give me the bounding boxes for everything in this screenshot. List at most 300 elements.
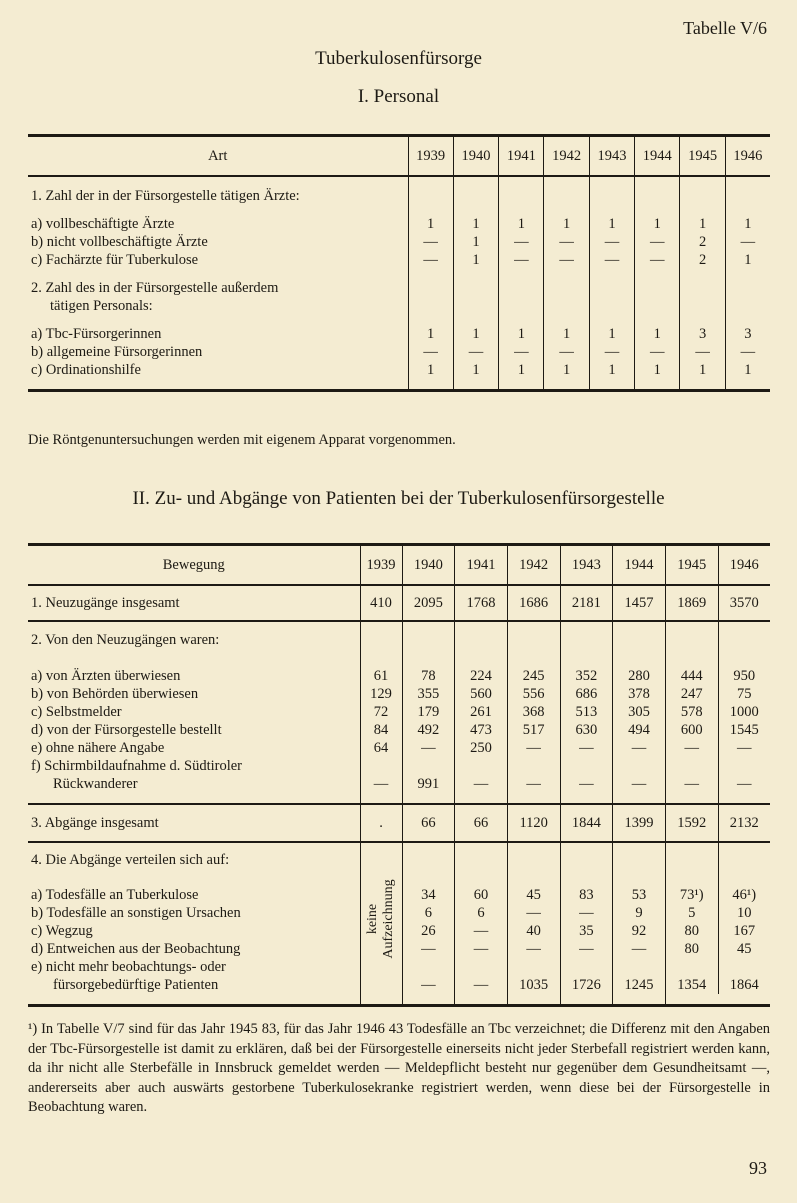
empty-cell xyxy=(453,279,498,297)
spacer-cell xyxy=(402,876,455,886)
spacer-cell xyxy=(725,379,770,391)
empty-cell xyxy=(665,621,718,657)
value-cell: — xyxy=(560,940,613,958)
value-cell: 1592 xyxy=(665,804,718,842)
value-cell: 9 xyxy=(613,904,666,922)
empty-cell xyxy=(408,187,453,205)
spacer-cell xyxy=(408,379,453,391)
empty-cell xyxy=(499,187,544,205)
row-label: a) Tbc-Fürsorgerinnen xyxy=(31,326,162,342)
spacer-cell xyxy=(499,205,544,215)
value-cell: 10 xyxy=(718,904,770,922)
value-cell: 1 xyxy=(408,361,453,379)
value-cell: — xyxy=(635,251,680,269)
value-cell: 1399 xyxy=(613,804,666,842)
spacer-cell xyxy=(499,379,544,391)
empty-cell xyxy=(455,621,508,657)
column-header-year: 1945 xyxy=(665,545,718,586)
spacer-cell xyxy=(455,876,508,886)
table-header-row xyxy=(28,136,770,177)
table-row xyxy=(28,205,770,215)
table-row xyxy=(28,315,770,325)
spacer-cell xyxy=(680,176,725,187)
value-cell: — xyxy=(589,343,634,361)
value-cell: — xyxy=(408,343,453,361)
empty-cell xyxy=(725,297,770,315)
empty-cell xyxy=(544,279,589,297)
value-cell: 1 xyxy=(453,251,498,269)
value-cell: 1035 xyxy=(507,976,560,994)
row-label: e) ohne nähere Angabe xyxy=(31,740,165,756)
value-cell: 129 xyxy=(360,685,402,703)
row-label: c) Selbstmelder xyxy=(31,704,122,720)
spacer-cell xyxy=(680,379,725,391)
value-cell: 261 xyxy=(455,703,508,721)
spacer-cell xyxy=(635,269,680,279)
empty-cell xyxy=(665,958,718,976)
empty-cell xyxy=(718,621,770,657)
value-cell: 444 xyxy=(665,667,718,685)
value-cell: 1120 xyxy=(507,804,560,842)
empty-cell xyxy=(360,621,402,657)
xray-note: Die Röntgenuntersuchungen werden mit eigenem Apparat vorgenommen. xyxy=(28,432,456,448)
spacer-cell xyxy=(725,269,770,279)
value-cell: 1545 xyxy=(718,721,770,739)
value-cell: — xyxy=(680,343,725,361)
group-title: 2. Von den Neuzugängen waren: xyxy=(31,631,220,648)
value-cell: 1 xyxy=(725,215,770,233)
value-cell: — xyxy=(360,775,402,793)
value-cell: 1768 xyxy=(455,585,508,621)
value-cell: 1 xyxy=(635,215,680,233)
table-row xyxy=(28,279,770,297)
value-cell: — xyxy=(665,739,718,757)
spacer-cell xyxy=(408,315,453,325)
value-cell: 378 xyxy=(613,685,666,703)
value-cell: 1 xyxy=(544,215,589,233)
group-title: 1. Zahl der in der Fürsorgestelle tätigen Ärzte: xyxy=(31,188,300,204)
spacer-cell xyxy=(402,793,455,804)
table-row xyxy=(28,251,770,269)
row-label: d) von der Fürsorgestelle bestellt xyxy=(31,722,222,738)
table-row xyxy=(28,621,770,657)
row-label: b) nicht vollbeschäftigte Ärzte xyxy=(31,234,208,250)
value-cell: 578 xyxy=(665,703,718,721)
column-header-year: 1941 xyxy=(499,136,544,177)
table-header-row xyxy=(28,545,770,586)
row-label: c) Ordinationshilfe xyxy=(31,362,141,378)
value-cell: 1 xyxy=(499,361,544,379)
spacer-cell xyxy=(507,994,560,1006)
spacer-cell xyxy=(455,793,508,804)
value-cell: — xyxy=(402,739,455,757)
section-heading-personal: I. Personal xyxy=(357,86,440,107)
empty-cell xyxy=(665,757,718,775)
value-cell: 1 xyxy=(589,325,634,343)
spacer-cell xyxy=(718,793,770,804)
row-label: e) nicht mehr beobachtungs- oder xyxy=(31,959,226,975)
empty-cell xyxy=(402,958,455,976)
patient-movement-table xyxy=(28,543,770,1007)
value-cell: — xyxy=(499,233,544,251)
value-cell: — xyxy=(718,775,770,793)
empty-cell xyxy=(453,187,498,205)
value-cell: 53 xyxy=(613,886,666,904)
no-record-note-line: keine xyxy=(365,903,380,934)
column-header-year: 1946 xyxy=(725,136,770,177)
value-cell: 560 xyxy=(455,685,508,703)
table-row xyxy=(28,703,770,721)
empty-cell xyxy=(589,187,634,205)
empty-cell xyxy=(560,958,613,976)
value-cell: 1 xyxy=(544,325,589,343)
value-cell: 1354 xyxy=(665,976,718,994)
value-cell: 280 xyxy=(613,667,666,685)
empty-cell xyxy=(455,757,508,775)
value-cell: 513 xyxy=(560,703,613,721)
row-label: f) Schirmbildaufnahme d. Südtiroler xyxy=(31,758,243,774)
table-row xyxy=(28,343,770,361)
spacer-cell xyxy=(665,793,718,804)
spacer-cell xyxy=(635,315,680,325)
value-cell: — xyxy=(589,251,634,269)
spacer-cell xyxy=(499,269,544,279)
value-cell: 1 xyxy=(635,325,680,343)
value-cell: 73¹) xyxy=(665,886,718,904)
value-cell: 1 xyxy=(589,361,634,379)
table-row xyxy=(28,721,770,739)
value-cell: 84 xyxy=(360,721,402,739)
spacer-cell xyxy=(613,994,666,1006)
spacer-cell xyxy=(408,205,453,215)
spacer-cell xyxy=(680,269,725,279)
column-header-year: 1944 xyxy=(635,136,680,177)
value-cell: 492 xyxy=(402,721,455,739)
value-cell: 2181 xyxy=(560,585,613,621)
column-header-year: 1942 xyxy=(507,545,560,586)
table-row xyxy=(28,739,770,757)
spacer-cell xyxy=(589,315,634,325)
column-header-year: 1946 xyxy=(718,545,770,586)
group-title: 2. Zahl des in der Fürsorgestelle außerdem xyxy=(31,280,279,296)
spacer-cell xyxy=(680,315,725,325)
value-cell: 179 xyxy=(402,703,455,721)
empty-cell xyxy=(453,297,498,315)
value-cell: 1 xyxy=(408,215,453,233)
value-cell: — xyxy=(718,739,770,757)
table-row xyxy=(28,775,770,793)
value-cell: 494 xyxy=(613,721,666,739)
empty-cell xyxy=(507,958,560,976)
table-row xyxy=(28,793,770,804)
spacer-cell xyxy=(544,269,589,279)
table-row xyxy=(28,994,770,1006)
spacer-cell xyxy=(453,205,498,215)
spacer-cell xyxy=(499,176,544,187)
row-label: d) Entweichen aus der Beobachtung xyxy=(31,941,241,957)
value-cell: 60 xyxy=(455,886,508,904)
spacer-cell xyxy=(453,176,498,187)
value-cell: 517 xyxy=(507,721,560,739)
empty-cell xyxy=(402,842,455,876)
spacer-cell xyxy=(28,176,408,187)
value-cell: 66 xyxy=(455,804,508,842)
value-cell: 355 xyxy=(402,685,455,703)
table-row xyxy=(28,233,770,251)
table-row xyxy=(28,176,770,187)
empty-cell xyxy=(408,297,453,315)
value-cell: 1869 xyxy=(665,585,718,621)
spacer-cell xyxy=(718,876,770,886)
value-cell: — xyxy=(455,922,508,940)
spacer-cell xyxy=(635,176,680,187)
spacer-cell xyxy=(360,994,402,1006)
personal-table xyxy=(28,134,770,392)
spacer-cell xyxy=(635,205,680,215)
empty-cell xyxy=(718,958,770,976)
table-row xyxy=(28,667,770,685)
spacer-cell xyxy=(360,657,402,667)
value-cell: — xyxy=(560,904,613,922)
column-header-year: 1945 xyxy=(680,136,725,177)
value-cell: — xyxy=(455,976,508,994)
value-cell: 245 xyxy=(507,667,560,685)
empty-cell xyxy=(635,279,680,297)
spacer-cell xyxy=(507,657,560,667)
table-row xyxy=(28,585,770,621)
spacer-cell xyxy=(402,657,455,667)
value-cell: 5 xyxy=(665,904,718,922)
value-cell: — xyxy=(725,343,770,361)
value-cell: — xyxy=(613,775,666,793)
empty-cell xyxy=(560,842,613,876)
no-record-cell xyxy=(360,842,402,994)
row-label: c) Fachärzte für Tuberkulose xyxy=(31,252,199,268)
value-cell: 410 xyxy=(360,585,402,621)
spacer-cell xyxy=(507,793,560,804)
row-label: b) allgemeine Fürsorgerinnen xyxy=(31,344,203,360)
value-cell: 6 xyxy=(455,904,508,922)
value-cell: — xyxy=(560,775,613,793)
value-cell: 2132 xyxy=(718,804,770,842)
spacer-cell xyxy=(725,176,770,187)
empty-cell xyxy=(613,621,666,657)
value-cell: — xyxy=(408,233,453,251)
spacer-cell xyxy=(665,994,718,1006)
spacer-cell xyxy=(402,994,455,1006)
value-cell: — xyxy=(665,775,718,793)
spacer-cell xyxy=(360,793,402,804)
value-cell: 2095 xyxy=(402,585,455,621)
spacer-cell xyxy=(453,269,498,279)
value-cell: 3 xyxy=(680,325,725,343)
value-cell: 34 xyxy=(402,886,455,904)
column-header-year: 1944 xyxy=(613,545,666,586)
row-label: a) Todesfälle an Tuberkulose xyxy=(31,887,199,903)
value-cell: 1 xyxy=(453,215,498,233)
value-cell: — xyxy=(725,233,770,251)
value-cell: 1 xyxy=(680,215,725,233)
value-cell: 1 xyxy=(725,251,770,269)
value-cell: 3 xyxy=(725,325,770,343)
value-cell: — xyxy=(589,233,634,251)
spacer-cell xyxy=(453,315,498,325)
value-cell: 950 xyxy=(718,667,770,685)
value-cell: 686 xyxy=(560,685,613,703)
spacer-cell xyxy=(589,205,634,215)
table-row xyxy=(28,269,770,279)
empty-cell xyxy=(635,297,680,315)
value-cell: — xyxy=(635,233,680,251)
value-cell: 1 xyxy=(499,325,544,343)
value-cell: — xyxy=(544,233,589,251)
empty-cell xyxy=(589,279,634,297)
value-cell: 64 xyxy=(360,739,402,757)
value-cell: 352 xyxy=(560,667,613,685)
spacer-cell xyxy=(613,793,666,804)
value-cell: 40 xyxy=(507,922,560,940)
value-cell: — xyxy=(507,904,560,922)
table-row xyxy=(28,804,770,842)
value-cell: — xyxy=(402,940,455,958)
empty-cell xyxy=(560,757,613,775)
table-row xyxy=(28,187,770,205)
value-cell: 1 xyxy=(544,361,589,379)
row-label: c) Wegzug xyxy=(31,923,93,939)
spacer-cell xyxy=(544,205,589,215)
column-header-year: 1940 xyxy=(453,136,498,177)
value-cell: — xyxy=(635,343,680,361)
table-row xyxy=(28,297,770,315)
spacer-cell xyxy=(28,876,360,886)
empty-cell xyxy=(402,757,455,775)
group-title-continued: tätigen Personals: xyxy=(50,298,153,314)
value-cell: 46¹) xyxy=(718,886,770,904)
column-header-year: 1941 xyxy=(455,545,508,586)
empty-cell xyxy=(408,279,453,297)
empty-cell xyxy=(635,187,680,205)
value-cell: 2 xyxy=(680,233,725,251)
group-title: 4. Die Abgänge verteilen sich auf: xyxy=(31,851,230,868)
value-cell: 66 xyxy=(402,804,455,842)
column-header-year: 1942 xyxy=(544,136,589,177)
spacer-cell xyxy=(28,657,360,667)
spacer-cell xyxy=(560,657,613,667)
spacer-cell xyxy=(453,379,498,391)
value-cell: 1 xyxy=(408,325,453,343)
value-cell: 1457 xyxy=(613,585,666,621)
empty-cell xyxy=(499,279,544,297)
value-cell: 1 xyxy=(453,325,498,343)
value-cell: — xyxy=(402,976,455,994)
spacer-cell xyxy=(499,315,544,325)
value-cell: 2 xyxy=(680,251,725,269)
value-cell: 600 xyxy=(665,721,718,739)
value-cell: 368 xyxy=(507,703,560,721)
value-cell: 6 xyxy=(402,904,455,922)
value-cell: — xyxy=(455,775,508,793)
empty-cell xyxy=(718,757,770,775)
empty-cell xyxy=(455,842,508,876)
spacer-cell xyxy=(680,205,725,215)
column-header-year: 1943 xyxy=(589,136,634,177)
value-cell: 72 xyxy=(360,703,402,721)
empty-cell xyxy=(360,757,402,775)
empty-cell xyxy=(725,279,770,297)
empty-cell xyxy=(455,958,508,976)
empty-cell xyxy=(507,757,560,775)
column-header-year: 1940 xyxy=(402,545,455,586)
value-cell: 556 xyxy=(507,685,560,703)
spacer-cell xyxy=(28,793,360,804)
value-cell: 473 xyxy=(455,721,508,739)
empty-cell xyxy=(507,842,560,876)
column-header-year: 1943 xyxy=(560,545,613,586)
page-number: 93 xyxy=(749,1158,767,1178)
value-cell: — xyxy=(613,940,666,958)
value-cell: 78 xyxy=(402,667,455,685)
value-cell: 92 xyxy=(613,922,666,940)
value-cell: 1726 xyxy=(560,976,613,994)
footnote: ¹) In Tabelle V/7 sind für das Jahr 1945 83, für das Jahr 1946 43 Todesfälle an Tbc verzeichnet; die Differenz mit den Angaben der Tbc-Fürsorgestelle ist damit zu erklären, daß bei der Fürsorgestelle einerseits nicht jeder Sterbefall registriert werden kann, da ihr nicht alle Sterbefälle in Innsbruck gemeldet werden — Meldepflicht besteht nur gegenüber dem Gesundheitsamt —, andererseits aber auch auswärts gestorbene Tuberkulosekranke registriert werden, wenn diese bei der Fürsorgestelle in Beobachtung waren. xyxy=(28,1021,770,1115)
value-cell: 1000 xyxy=(718,703,770,721)
empty-cell xyxy=(499,297,544,315)
row-label: b) von Behörden überwiesen xyxy=(31,686,199,702)
value-cell: 1686 xyxy=(507,585,560,621)
spacer-cell xyxy=(455,657,508,667)
spacer-cell xyxy=(665,876,718,886)
value-cell: 167 xyxy=(718,922,770,940)
spacer-cell xyxy=(544,315,589,325)
value-cell: 991 xyxy=(402,775,455,793)
spacer-cell xyxy=(28,379,408,391)
value-cell: 247 xyxy=(665,685,718,703)
table-row xyxy=(28,215,770,233)
spacer-cell xyxy=(544,176,589,187)
spacer-cell xyxy=(560,876,613,886)
empty-cell xyxy=(680,297,725,315)
no-record-note-line: Aufzeichnung xyxy=(381,878,396,959)
value-cell: . xyxy=(360,804,402,842)
value-cell: 1844 xyxy=(560,804,613,842)
value-cell: — xyxy=(453,343,498,361)
table-row xyxy=(28,361,770,379)
spacer-cell xyxy=(455,994,508,1006)
spacer-cell xyxy=(28,269,408,279)
empty-cell xyxy=(665,842,718,876)
column-header-bewegung: Bewegung xyxy=(28,545,360,586)
empty-cell xyxy=(544,297,589,315)
value-cell: — xyxy=(507,775,560,793)
value-cell: — xyxy=(560,739,613,757)
spacer-cell xyxy=(28,205,408,215)
spacer-cell xyxy=(560,793,613,804)
empty-cell xyxy=(725,187,770,205)
table-row xyxy=(28,842,770,876)
row-label-continued: fürsorgebedürftige Patienten xyxy=(53,977,219,993)
table-row xyxy=(28,379,770,391)
empty-cell xyxy=(402,621,455,657)
spacer-cell xyxy=(507,876,560,886)
empty-cell xyxy=(613,842,666,876)
section-heading-patients: II. Zu- und Abgänge von Patienten bei der Tuberkulosenfürsorgestelle xyxy=(132,488,665,509)
value-cell: 1 xyxy=(725,361,770,379)
row-label: 1. Neuzugänge insgesamt xyxy=(31,595,180,611)
value-cell: 305 xyxy=(613,703,666,721)
row-label: a) von Ärzten überwiesen xyxy=(31,668,181,684)
value-cell: 80 xyxy=(665,940,718,958)
value-cell: 1245 xyxy=(613,976,666,994)
